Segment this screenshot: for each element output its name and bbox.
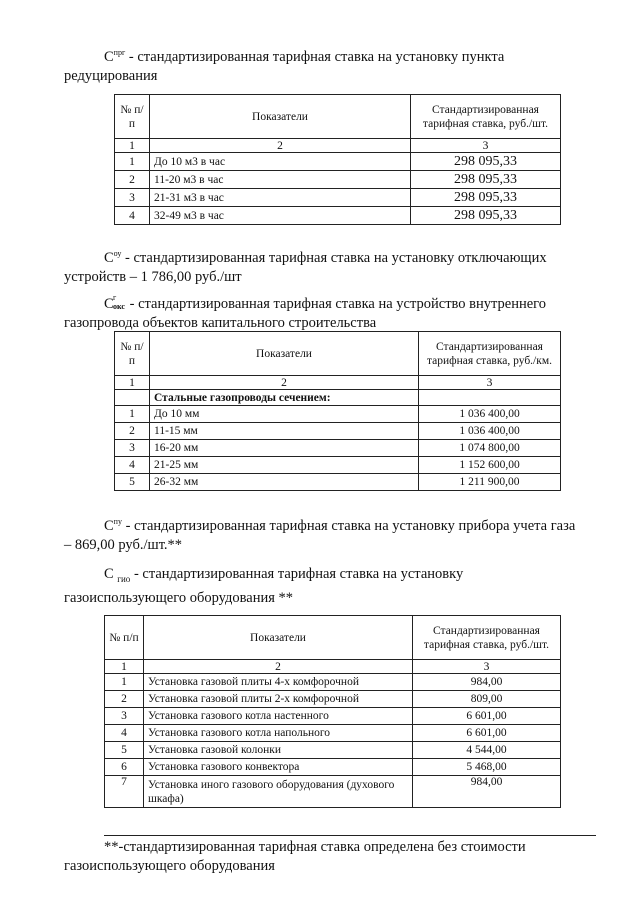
row-name: Установка иного газового оборудования (духового шкафа) (144, 776, 413, 808)
section-gio-text (64, 565, 604, 608)
numbering-cell: 3 (411, 139, 561, 153)
header-number: № п/п (115, 332, 150, 376)
section-prg-text (64, 43, 604, 86)
header-rate: Стандартизированная тарифная ставка, руб./км. (419, 332, 561, 376)
table-prg (114, 94, 561, 225)
row-value: 809,00 (413, 691, 561, 708)
text-line: редуцирования (64, 68, 158, 84)
table-row (115, 171, 561, 189)
footnote-text (64, 838, 604, 876)
row-number: 3 (105, 708, 144, 725)
symbol-sub: окс (113, 302, 125, 311)
text-line: газопровода объектов капитального строительства (64, 315, 377, 331)
footnote-divider (104, 835, 596, 836)
row-number: 3 (115, 440, 150, 457)
table-row (105, 725, 561, 742)
row-value: 1 036 400,00 (419, 406, 561, 423)
table-row (105, 691, 561, 708)
row-number: 5 (115, 474, 150, 491)
symbol-label: С (104, 566, 118, 582)
numbering-cell: 1 (115, 376, 150, 390)
table-row (115, 457, 561, 474)
header-rate: Стандартизированная тарифная ставка, руб./шт. (411, 95, 561, 139)
header-indicator: Показатели (150, 95, 411, 139)
table-row (115, 406, 561, 423)
symbol-sup: пу (113, 517, 122, 526)
row-number: 1 (115, 153, 150, 171)
header-indicator: Показатели (144, 616, 413, 660)
table-oks (114, 331, 561, 491)
text-line: - стандартизированная тарифная ставка на установку прибора учета газа (121, 518, 576, 534)
table-row (115, 189, 561, 207)
section-heading: Стальные газопроводы сечением: (150, 390, 419, 406)
row-number: 3 (115, 189, 150, 207)
row-name: 11-15 мм (150, 423, 419, 440)
numbering-cell: 2 (144, 660, 413, 674)
row-value: 6 601,00 (413, 725, 561, 742)
numbering-cell: 1 (105, 660, 144, 674)
row-value: 984,00 (413, 674, 561, 691)
table-row (105, 708, 561, 725)
numbering-cell: 3 (413, 660, 561, 674)
text-line: - стандартизированная тарифная ставка на устройство внутреннего (126, 296, 547, 312)
table-row (105, 759, 561, 776)
text-line: - стандартизированная тарифная ставка на установку (130, 566, 464, 582)
row-value: 298 095,33 (411, 189, 561, 207)
row-number: 4 (115, 207, 150, 225)
text-line: - стандартизированная тарифная ставка на установку пункта (125, 49, 505, 65)
symbol-group (104, 293, 125, 314)
row-value: 1 074 800,00 (419, 440, 561, 457)
text-line: газоиспользующего оборудования (64, 858, 275, 874)
numbering-cell: 2 (150, 376, 419, 390)
symbol-sup: г (113, 293, 117, 302)
symbol-label: С (104, 296, 114, 312)
section-pu-text (64, 512, 624, 555)
symbol-label: С (104, 49, 114, 65)
row-value: 5 468,00 (413, 759, 561, 776)
section-oks-text (64, 293, 604, 333)
numbering-cell: 2 (150, 139, 411, 153)
row-value: 298 095,33 (411, 171, 561, 189)
row-name: Установка газовой плиты 2-х комфорочной (144, 691, 413, 708)
row-value: 1 036 400,00 (419, 423, 561, 440)
table-row (115, 207, 561, 225)
row-name: 21-31 м3 в час (150, 189, 411, 207)
row-number: 1 (105, 674, 144, 691)
row-name: Установка газового котла напольного (144, 725, 413, 742)
text-line: - стандартизированная тарифная ставка на установку отключающих (121, 250, 547, 266)
row-name: 21-25 мм (150, 457, 419, 474)
row-value: 1 152 600,00 (419, 457, 561, 474)
row-name: До 10 мм (150, 406, 419, 423)
header-number: № п/п (105, 616, 144, 660)
row-value: 6 601,00 (413, 708, 561, 725)
table-gio (104, 615, 561, 808)
row-name: 32-49 м3 в час (150, 207, 411, 225)
symbol-label: С (104, 518, 114, 534)
row-value: 984,00 (413, 776, 561, 808)
row-number: 2 (105, 691, 144, 708)
header-indicator: Показатели (150, 332, 419, 376)
empty-cell (419, 390, 561, 406)
symbol-sub: гио (117, 573, 131, 584)
text-line: газоиспользующего оборудования ** (64, 589, 294, 606)
row-name: Установка газовой плиты 4-х комфорочной (144, 674, 413, 691)
symbol-sup: прг (113, 48, 126, 57)
row-name: 11-20 м3 в час (150, 171, 411, 189)
header-number: № п/п (115, 95, 150, 139)
table-row (105, 674, 561, 691)
row-name: Установка газового конвектора (144, 759, 413, 776)
row-name: Установка газовой колонки (144, 742, 413, 759)
symbol-label: С (104, 250, 114, 266)
table-row (115, 423, 561, 440)
row-number: 2 (115, 423, 150, 440)
numbering-cell: 3 (419, 376, 561, 390)
row-number: 4 (115, 457, 150, 474)
table-row (115, 153, 561, 171)
row-name: 26-32 мм (150, 474, 419, 491)
text-line: устройств – 1 786,00 руб./шт (64, 269, 242, 285)
table-row (105, 776, 561, 808)
row-name: До 10 м3 в час (150, 153, 411, 171)
row-name: 16-20 мм (150, 440, 419, 457)
row-value: 298 095,33 (411, 207, 561, 225)
row-number: 4 (105, 725, 144, 742)
section-ou-text (64, 244, 604, 287)
text-line: – 869,00 руб./шт.** (64, 537, 183, 553)
row-value: 4 544,00 (413, 742, 561, 759)
row-number: 5 (105, 742, 144, 759)
row-number: 6 (105, 759, 144, 776)
text-line: **-стандартизированная тарифная ставка определена без стоимости (104, 839, 526, 855)
table-row (115, 474, 561, 491)
row-number: 2 (115, 171, 150, 189)
row-name: Установка газового котла настенного (144, 708, 413, 725)
row-value: 298 095,33 (411, 153, 561, 171)
row-number: 1 (115, 406, 150, 423)
header-rate: Стандартизированная тарифная ставка, руб./шт. (413, 616, 561, 660)
table-row (105, 742, 561, 759)
row-value: 1 211 900,00 (419, 474, 561, 491)
row-number: 7 (105, 776, 144, 808)
empty-cell (115, 390, 150, 406)
table-row (115, 440, 561, 457)
numbering-cell: 1 (115, 139, 150, 153)
symbol-sup: оу (113, 249, 122, 258)
